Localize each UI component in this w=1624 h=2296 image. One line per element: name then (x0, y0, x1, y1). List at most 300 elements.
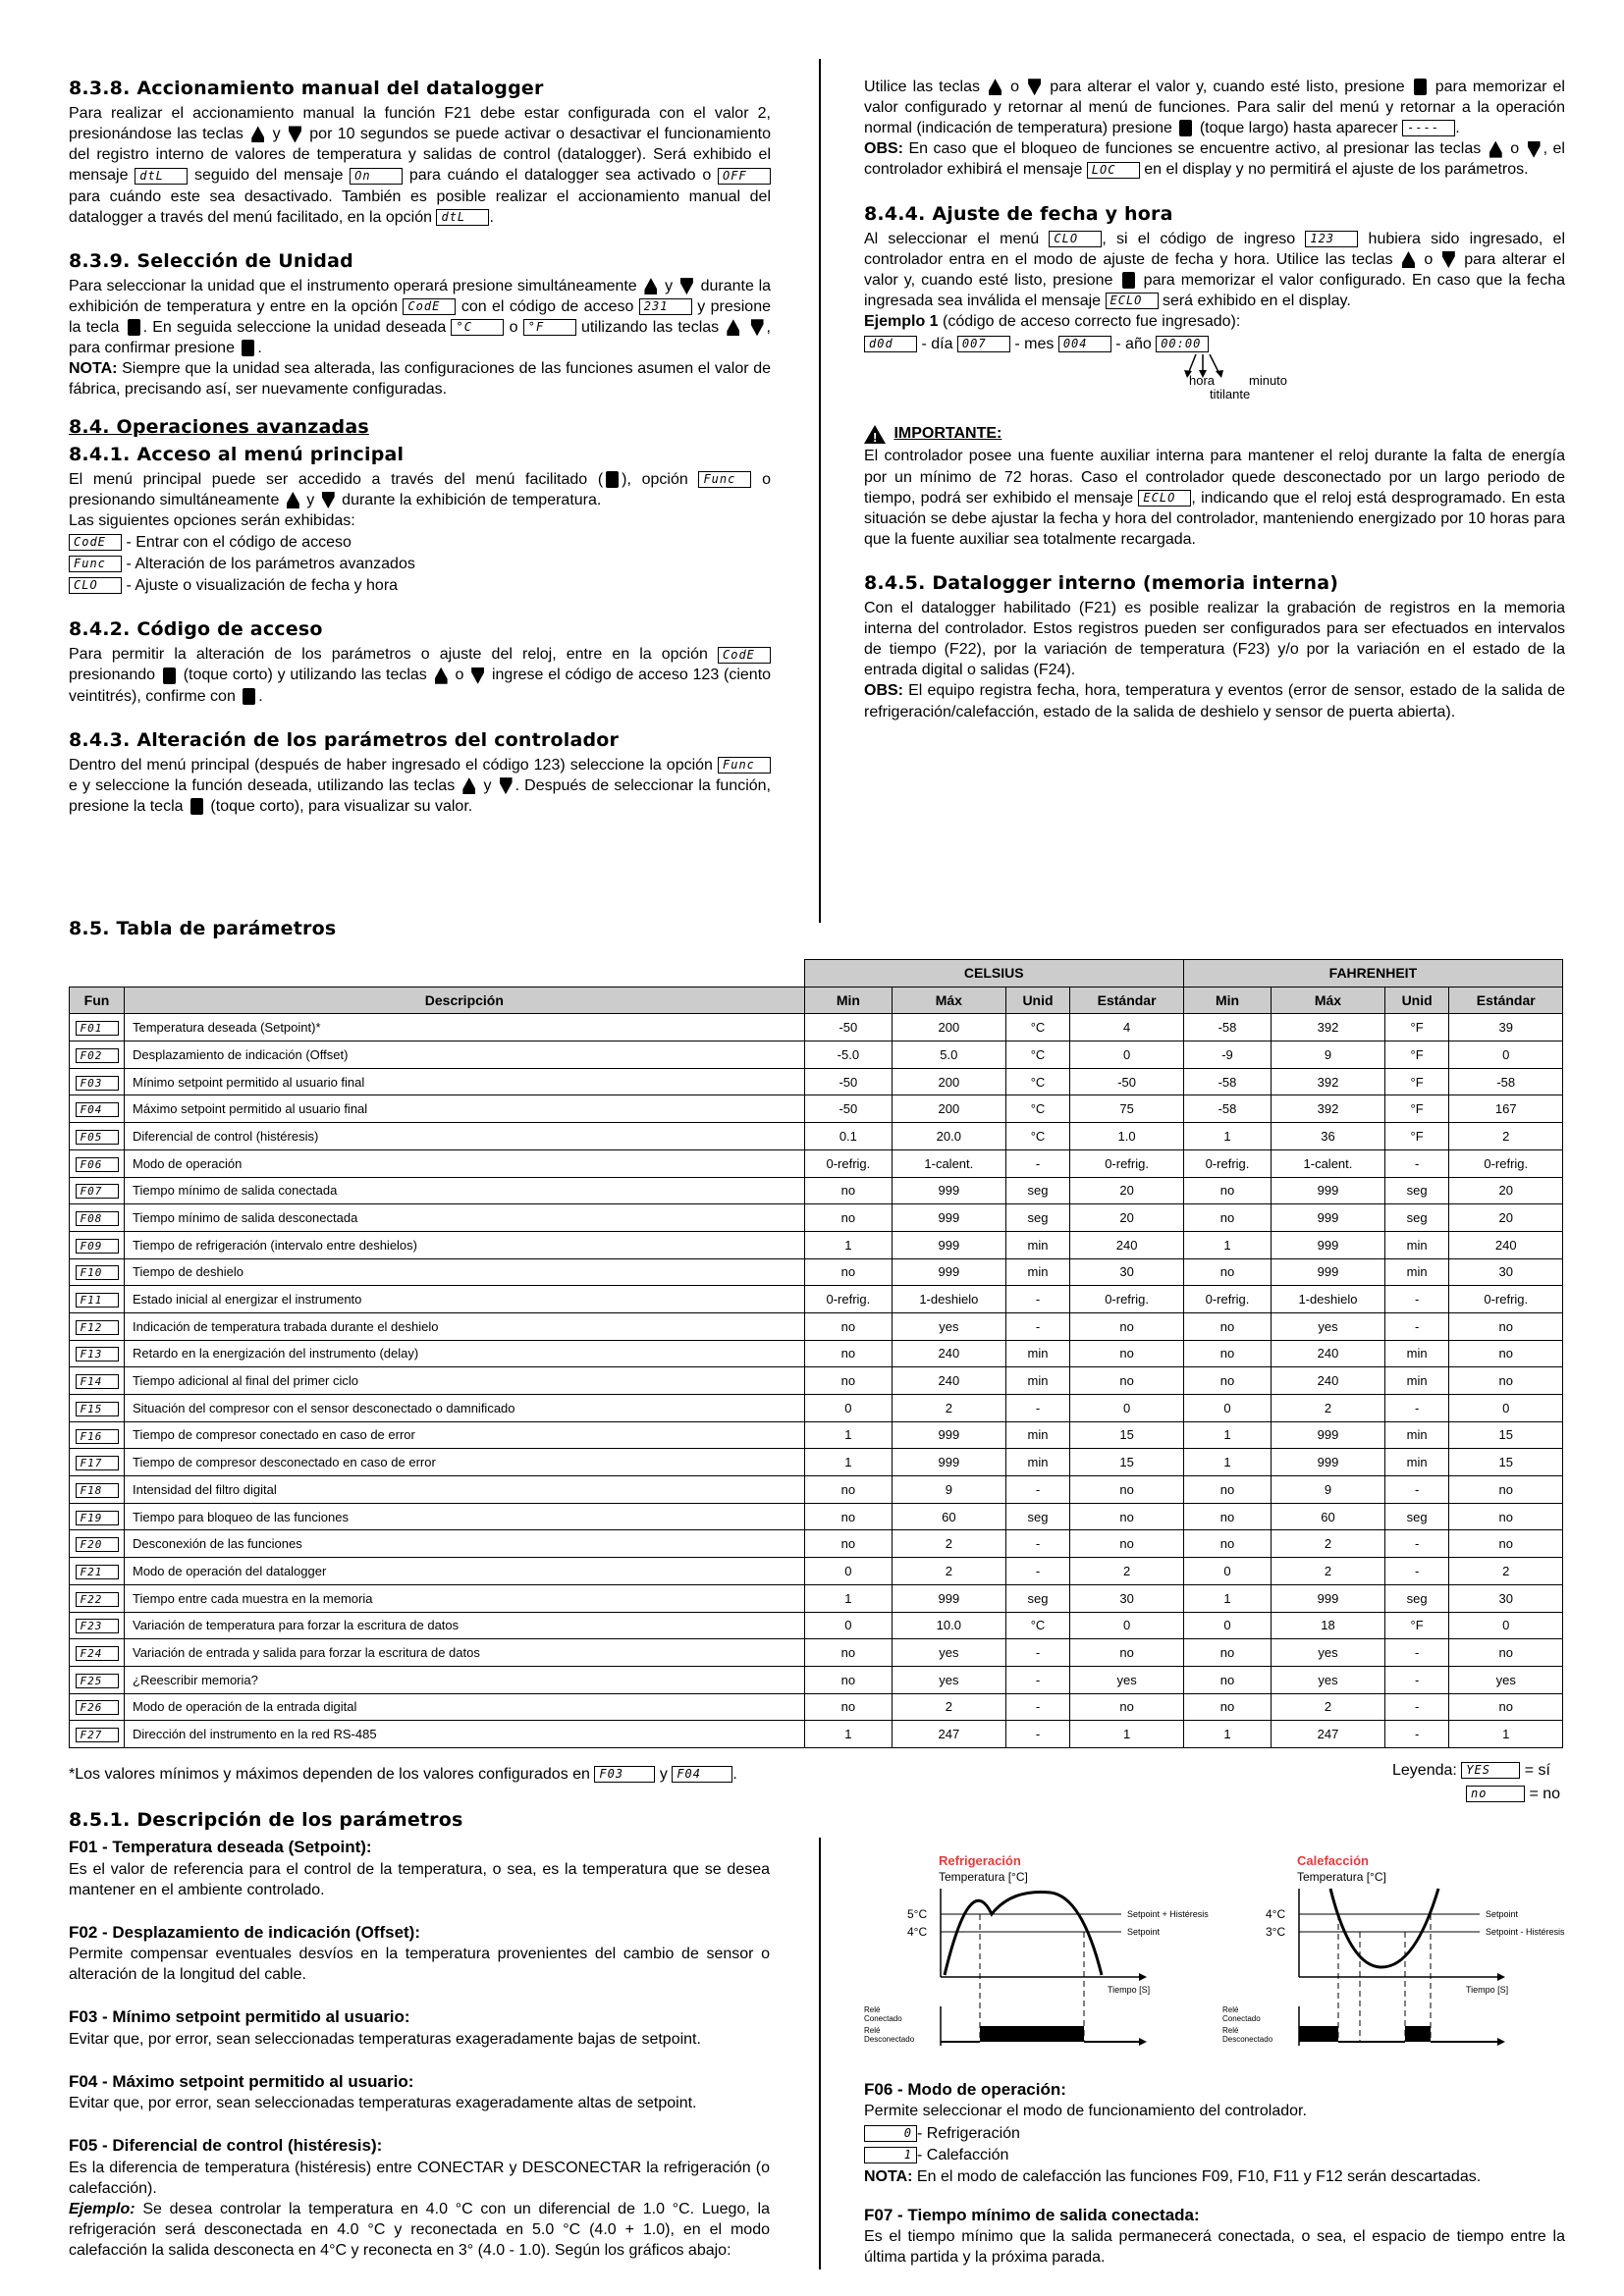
table-row (70, 1095, 1563, 1123)
table-cell: min (1005, 1231, 1070, 1258)
cell-fun (70, 1612, 125, 1639)
table-cell: yes (1070, 1666, 1183, 1693)
chart-title: Calefacción (1297, 1853, 1369, 1868)
y-tick-low: 4°C (907, 1925, 928, 1939)
table-cell: no (1183, 1530, 1271, 1558)
cell-fun (70, 1449, 125, 1476)
param-desc-text: Evitar que, por error, sean seleccionadas temperaturas exageradamente altas de setpoint. (69, 2095, 697, 2112)
lcd-fun-code: F25 (76, 1674, 119, 1688)
lcd-fun-code: F12 (76, 1320, 119, 1335)
lcd-month: 007 (957, 336, 1010, 352)
table-cell: min (1005, 1258, 1070, 1286)
table-cell: 0-refrig. (1183, 1149, 1271, 1177)
table-cell: 200 (893, 1068, 1006, 1095)
section-text: Para permitir la alteración de los parámetros o ajuste del reloj, entre en la opción CodE presionando (toque corto) y utilizando las teclas o ingrese el código de acceso 123 (ciento veintitrés), confirme con . (69, 646, 772, 705)
table-cell: no (804, 1530, 892, 1558)
down-key-icon (322, 492, 335, 508)
relay-on-label: Relé (864, 2005, 881, 2014)
table-cell: 0 (804, 1395, 892, 1422)
lcd-fun-code: F07 (76, 1184, 119, 1199)
table-cell: no (1070, 1530, 1183, 1558)
cell-descripcion: ¿Reescribir memoria? (125, 1666, 805, 1693)
table-cell: 2 (893, 1558, 1006, 1585)
table-cell: no (1449, 1503, 1563, 1530)
warning-icon: ! (864, 425, 886, 444)
down-key-icon (500, 777, 513, 794)
table-cell: - (1005, 1721, 1070, 1748)
table-cell: °C (1005, 1068, 1070, 1095)
left-column-top (69, 77, 771, 838)
lcd-fun-code: F23 (76, 1619, 119, 1633)
up-key-icon (287, 492, 299, 508)
table-cell: 392 (1272, 1014, 1385, 1041)
table-cell: 18 (1272, 1612, 1385, 1639)
table-cell: 392 (1272, 1068, 1385, 1095)
option-row: CodE - Entrar con el código de acceso (69, 532, 771, 553)
lcd-fun-code: F05 (76, 1130, 119, 1145)
table-cell: 392 (1272, 1095, 1385, 1123)
table-cell: no (804, 1666, 892, 1693)
table-cell: 0 (804, 1612, 892, 1639)
table-cell: no (1183, 1666, 1271, 1693)
section-title: 8.4.5. Datalogger interno (memoria interna) (864, 571, 1339, 594)
section-8-4-4 (864, 202, 1565, 402)
cell-descripcion: Variación de entrada y salida para forzar la escritura de datos (125, 1639, 805, 1667)
table-cell: °F (1384, 1068, 1449, 1095)
table-cell: 999 (893, 1584, 1006, 1612)
param-desc-heading: F04 - Máximo setpoint permitido al usuario: (69, 2071, 414, 2091)
lcd-fun-code: F04 (76, 1102, 119, 1117)
param-desc-heading: F01 - Temperatura deseada (Setpoint): (69, 1838, 372, 1857)
lcd-dash: ---- (1402, 120, 1455, 136)
table-cell: seg (1384, 1177, 1449, 1204)
cell-fun (70, 1014, 125, 1041)
col-unid-f: Unid (1384, 987, 1449, 1014)
table-cell: 999 (893, 1231, 1006, 1258)
cell-fun (70, 1312, 125, 1340)
table-cell: min (1384, 1258, 1449, 1286)
col-unid-c: Unid (1005, 987, 1070, 1014)
table-cell: 200 (893, 1095, 1006, 1123)
table-row (70, 1258, 1563, 1286)
table-cell: 1-calent. (1272, 1149, 1385, 1177)
table-cell: no (1183, 1693, 1271, 1721)
section-text: Utilice las teclas o para alterar el valor y, cuando esté listo, presione para memorizar el valor configurado y retornar al menú de funciones. Para salir del menú y retornar a la operación normal (indicación de temperatura) presione (toque largo) hasta aparecer ---- . (864, 79, 1565, 137)
table-cell: 0 (1183, 1612, 1271, 1639)
table-cell: - (1384, 1666, 1449, 1693)
table-cell: 2 (1272, 1693, 1385, 1721)
cell-fun (70, 1421, 125, 1449)
table-cell: 2 (1272, 1558, 1385, 1585)
table-cell: 20.0 (893, 1123, 1006, 1150)
table-cell: 60 (893, 1503, 1006, 1530)
table-cell: 1 (1070, 1721, 1183, 1748)
lcd-yes: YES (1461, 1762, 1520, 1779)
section-title-8-4: 8.4. Operaciones avanzadas (69, 416, 369, 439)
section-8-4-2 (69, 617, 771, 706)
table-title: 8.5. Tabla de parámetros (69, 918, 337, 939)
important-box (864, 423, 1565, 550)
table-row (70, 1449, 1563, 1476)
line-label-high: Setpoint + Histéresis (1127, 1909, 1209, 1919)
table-cell: no (1449, 1693, 1563, 1721)
param-desc-item (69, 1922, 770, 1986)
table-cell: - (1005, 1558, 1070, 1585)
col-max-f: Máx (1272, 987, 1385, 1014)
table-cell: min (1384, 1231, 1449, 1258)
table-cell: 240 (893, 1340, 1006, 1367)
table-cell: no (804, 1258, 892, 1286)
cell-descripcion: Tiempo entre cada muestra en la memoria (125, 1584, 805, 1612)
cell-fun (70, 1721, 125, 1748)
cell-descripcion: Modo de operación (125, 1149, 805, 1177)
table-cell: 4 (1070, 1014, 1183, 1041)
set-key-icon (163, 667, 176, 684)
table-cell: 36 (1272, 1123, 1385, 1150)
table-footnote: *Los valores mínimos y máximos dependen de los valores configurados en F03 y F04 . (69, 1766, 737, 1783)
section-title: 8.3.9. Selección de Unidad (69, 249, 353, 272)
table-cell: 30 (1070, 1584, 1183, 1612)
table-row (70, 1340, 1563, 1367)
cell-fun (70, 1693, 125, 1721)
cell-fun (70, 1068, 125, 1095)
table-cell: -50 (1070, 1068, 1183, 1095)
heating-chart (1222, 1849, 1576, 2065)
lcd-time: 00:00 (1156, 336, 1209, 352)
table-cell: 0.1 (804, 1123, 892, 1150)
table-cell: 0 (1183, 1395, 1271, 1422)
set-key-icon (242, 340, 254, 356)
set-key-icon (190, 798, 203, 815)
cell-descripcion: Tiempo de deshielo (125, 1258, 805, 1286)
x-axis-label: Tiempo [S] (1466, 1985, 1509, 1995)
table-row (70, 1530, 1563, 1558)
table-row (70, 1558, 1563, 1585)
table-cell: -58 (1183, 1095, 1271, 1123)
lcd-fun-code: F27 (76, 1728, 119, 1742)
table-row (70, 1584, 1563, 1612)
table-cell: 20 (1070, 1204, 1183, 1232)
table-cell: min (1005, 1421, 1070, 1449)
table-cell: -5.0 (804, 1041, 892, 1069)
cell-descripcion: Variación de temperatura para forzar la escritura de datos (125, 1612, 805, 1639)
table-cell: no (1449, 1639, 1563, 1667)
table-cell: no (1070, 1693, 1183, 1721)
table-cell: 1 (804, 1449, 892, 1476)
table-cell: 1.0 (1070, 1123, 1183, 1150)
table-cell: 60 (1272, 1503, 1385, 1530)
table-cell: no (1070, 1312, 1183, 1340)
table-cell: 0 (1449, 1041, 1563, 1069)
table-row (70, 1312, 1563, 1340)
table-cell: - (1384, 1530, 1449, 1558)
table-cell: °F (1384, 1014, 1449, 1041)
table-cell: seg (1384, 1503, 1449, 1530)
table-row (70, 1666, 1563, 1693)
table-row (70, 1204, 1563, 1232)
table-cell: °C (1005, 1612, 1070, 1639)
table-cell: - (1384, 1558, 1449, 1585)
table-cell: 240 (893, 1367, 1006, 1395)
param-desc-heading: F06 - Modo de operación: (864, 2080, 1066, 2099)
table-cell: no (1070, 1340, 1183, 1367)
cell-fun (70, 1123, 125, 1150)
table-cell: no (1183, 1476, 1271, 1504)
cell-descripcion: Máximo setpoint permitido al usuario final (125, 1095, 805, 1123)
cell-fun (70, 1041, 125, 1069)
param-desc-heading: F02 - Desplazamiento de indicación (Offset): (69, 1922, 421, 1942)
table-row (70, 1123, 1563, 1150)
cell-descripcion: Estado inicial al energizar el instrumento (125, 1286, 805, 1313)
table-cell: no (1449, 1340, 1563, 1367)
table-cell: yes (1272, 1666, 1385, 1693)
table-cell: 999 (893, 1204, 1006, 1232)
table-cell: -50 (804, 1014, 892, 1041)
cell-fun (70, 1395, 125, 1422)
table-cell: no (1183, 1367, 1271, 1395)
table-cell: -58 (1183, 1014, 1271, 1041)
cell-descripcion: Tiempo de compresor desconectado en caso de error (125, 1449, 805, 1476)
table-cell: no (804, 1367, 892, 1395)
time-annotation (864, 356, 1565, 401)
col-fun: Fun (70, 987, 125, 1014)
up-key-icon (644, 278, 657, 294)
table-cell: 1-deshielo (1272, 1286, 1385, 1313)
table-cell: - (1005, 1476, 1070, 1504)
table-cell: seg (1005, 1584, 1070, 1612)
table-row (70, 1639, 1563, 1667)
down-key-icon (289, 126, 301, 142)
table-cell: yes (893, 1312, 1006, 1340)
lcd-fun-code: F08 (76, 1211, 119, 1226)
table-cell: no (804, 1312, 892, 1340)
right-column-top (864, 77, 1565, 744)
table-cell: no (1183, 1204, 1271, 1232)
table-cell: 2 (893, 1395, 1006, 1422)
down-key-icon (1028, 79, 1041, 95)
table-row (70, 1068, 1563, 1095)
line-label-low: Setpoint (1127, 1927, 1161, 1937)
table-cell: no (804, 1204, 892, 1232)
lcd-123: 123 (1305, 231, 1358, 247)
legend: Leyenda: YES = sí no = no (1392, 1762, 1561, 1802)
lcd-231: 231 (639, 298, 692, 315)
table-cell: - (1384, 1721, 1449, 1748)
table-cell: 1 (1183, 1721, 1271, 1748)
cell-descripcion: Tiempo para bloqueo de las funciones (125, 1503, 805, 1530)
hour-label: hora (1189, 373, 1216, 389)
table-cell: °C (1005, 1123, 1070, 1150)
line-label-low: Setpoint - Histéresis (1486, 1927, 1565, 1937)
up-key-icon (727, 319, 739, 336)
lcd-f04: F04 (672, 1766, 732, 1783)
lcd-fun-code: F15 (76, 1402, 119, 1416)
up-key-icon (251, 126, 264, 142)
table-cell: 1 (804, 1421, 892, 1449)
table-cell: 1-deshielo (893, 1286, 1006, 1313)
lcd-dtl: dtL (135, 168, 188, 185)
table-cell: - (1005, 1312, 1070, 1340)
relay-off-label: Desconectado (864, 2035, 915, 2044)
table-cell: no (1183, 1312, 1271, 1340)
cell-descripcion: Desconexión de las funciones (125, 1530, 805, 1558)
table-cell: - (1384, 1693, 1449, 1721)
set-key-icon (1122, 272, 1135, 289)
cell-fun (70, 1149, 125, 1177)
section-text: Dentro del menú principal (después de haber ingresado el código 123) seleccione la opción Func e y seleccione la función deseada, utilizando las teclas y . Después de seleccionar la función, presione la tecla (toque corto), para visualizar su valor. (69, 756, 771, 815)
table-cell: 15 (1070, 1449, 1183, 1476)
table-cell: 20 (1070, 1177, 1183, 1204)
parameters-table (69, 959, 1563, 1748)
cell-fun (70, 1639, 125, 1667)
table-cell: no (1070, 1503, 1183, 1530)
option-row: Func - Alteración de los parámetros avanzados (69, 554, 771, 574)
table-cell: °C (1005, 1041, 1070, 1069)
table-cell: - (1005, 1693, 1070, 1721)
table-row (70, 1693, 1563, 1721)
section-8-4-3 (69, 728, 771, 817)
table-cell: - (1005, 1149, 1070, 1177)
lcd-fun-code: F18 (76, 1483, 119, 1498)
lcd-day: d0d (864, 336, 917, 352)
table-cell: no (1183, 1177, 1271, 1204)
chart-title: Refrigeración (939, 1853, 1021, 1868)
table-cell: no (1449, 1476, 1563, 1504)
param-desc-text: Es el valor de referencia para el control de la temperatura, o sea, es la temperatura que se desea mantener en el ambiente controlado. (69, 1860, 770, 1898)
lcd-no: no (1466, 1786, 1525, 1802)
table-cell: 0-refrig. (1449, 1286, 1563, 1313)
table-cell: 999 (1272, 1177, 1385, 1204)
param-desc-text: Permite compensar eventuales desvíos en la temperatura provenientes del cambio de sensor o alteración de la longitud del cable. (69, 1946, 770, 1984)
cell-descripcion: Diferencial de control (histéresis) (125, 1123, 805, 1150)
param-desc-text: Evitar que, por error, sean seleccionadas temperaturas exageradamente bajas de setpoint. (69, 2030, 701, 2048)
lcd-fun-code: F03 (76, 1076, 119, 1091)
table-row (70, 1612, 1563, 1639)
table-cell: 0-refrig. (804, 1286, 892, 1313)
table-cell: 0 (1070, 1612, 1183, 1639)
table-cell: °F (1384, 1612, 1449, 1639)
table-cell: 167 (1449, 1095, 1563, 1123)
table-cell: °C (1005, 1095, 1070, 1123)
section-8-4-3-cont (864, 77, 1565, 181)
cell-fun (70, 1503, 125, 1530)
lcd-fun-code: F14 (76, 1374, 119, 1389)
table-cell: yes (1272, 1639, 1385, 1667)
table-row (70, 1149, 1563, 1177)
column-divider-top (819, 59, 821, 923)
table-cell: 0 (1449, 1395, 1563, 1422)
table-cell: yes (1449, 1666, 1563, 1693)
table-body (70, 1014, 1563, 1748)
table-cell: no (1183, 1639, 1271, 1667)
table-cell: 39 (1449, 1014, 1563, 1041)
table-cell: 999 (1272, 1584, 1385, 1612)
table-cell: 2 (1272, 1395, 1385, 1422)
table-cell: 2 (1449, 1123, 1563, 1150)
table-cell: no (1183, 1340, 1271, 1367)
relay-on-bar (1405, 2026, 1431, 2042)
table-cell: -58 (1449, 1068, 1563, 1095)
section-text: Con el datalogger habilitado (F21) es posible realizar la grabación de registros en la memoria interna del controlador. Estos registros pueden ser configurados para ser efectuados en intervalos de tiempo (F22), por la variación de temperatura (F23) y/o por la variación en el estado de la entrada digital o salidas (F24). (864, 600, 1565, 679)
table-cell: 200 (893, 1014, 1006, 1041)
table-cell: 999 (1272, 1258, 1385, 1286)
col-estandar-f: Estándar (1449, 987, 1563, 1014)
table-cell: 0-refrig. (1183, 1286, 1271, 1313)
x-axis-arrow (1497, 1973, 1505, 1981)
table-row (70, 1476, 1563, 1504)
table-cell: 15 (1449, 1421, 1563, 1449)
relay-axis-arrow (1497, 2038, 1505, 2046)
table-cell: 999 (893, 1421, 1006, 1449)
table-cell: 0 (1449, 1612, 1563, 1639)
lcd-fun-code: F21 (76, 1565, 119, 1579)
table-cell: 30 (1449, 1584, 1563, 1612)
section-title: 8.3.8. Accionamiento manual del datalogger (69, 78, 544, 99)
table-row (70, 1421, 1563, 1449)
set-key-icon (1179, 120, 1192, 136)
relay-on-label: Relé (1222, 2005, 1239, 2014)
obs-text: OBS: El equipo registra fecha, hora, temperatura y eventos (error de sensor, estado de la salida de refrigeración/calefacción, estado de la salida de deshielo y sensor de puerta abierta). (864, 682, 1565, 721)
lcd-loc: LOC (1087, 162, 1140, 179)
lcd-fun-code: F24 (76, 1646, 119, 1661)
table-cell: 0 (804, 1558, 892, 1585)
cell-descripcion: Mínimo setpoint permitido al usuario final (125, 1068, 805, 1095)
table-cell: 20 (1449, 1204, 1563, 1232)
option-row: 1 - Calefacción (864, 2145, 1565, 2165)
heating-chart-svg (1222, 1849, 1576, 2065)
table-cell: -58 (1183, 1068, 1271, 1095)
relay-on-bar (1299, 2026, 1338, 2042)
table-cell: 15 (1070, 1421, 1183, 1449)
table-cell: no (1449, 1530, 1563, 1558)
table-cell: °C (1005, 1014, 1070, 1041)
table-row (70, 1041, 1563, 1069)
table-cell: 999 (1272, 1231, 1385, 1258)
nota-text: NOTA: En el modo de calefacción las funciones F09, F10, F11 y F12 serán descartadas. (864, 2167, 1482, 2185)
relay-off-label: Relé (1222, 2026, 1239, 2035)
lcd-dtl: dtL (436, 209, 489, 226)
table-cell: - (1384, 1312, 1449, 1340)
up-key-icon (1489, 141, 1502, 158)
param-desc-heading: F07 - Tiempo mínimo de salida conectada: (864, 2205, 1200, 2224)
lcd-fun-code: F10 (76, 1265, 119, 1280)
table-cell: seg (1005, 1204, 1070, 1232)
table-cell: - (1005, 1286, 1070, 1313)
lcd-func: Func (718, 757, 771, 774)
table-header-row (70, 987, 1563, 1014)
relay-on-label: Conectado (864, 2014, 902, 2023)
cell-descripcion: Tiempo de refrigeración (intervalo entre deshielos) (125, 1231, 805, 1258)
param-desc-item (69, 2071, 770, 2114)
chart-ylabel: Temperatura [°C] (939, 1870, 1028, 1884)
table-cell: min (1005, 1449, 1070, 1476)
table-cell: 1 (1183, 1584, 1271, 1612)
param-desc-f05: F05 - Diferencial de control (histéresis): Es la diferencia de temperatura (histéresis) entre CONECTAR y DESCONECTAR la refrigeración (o calefacción). Ejemplo: Se desea controlar la temperatura en 4.0 °C con un diferencial de 1.0 °C. Luego, la refrigeración será desconectada en 4.0 °C y reconectada en 5.0 °C (4.0 + 1.0), en el modo calefacción la salida desconecta en 4°C y reconecta en 3° (4.0 - 1.0). Según los gráficos abajo: (69, 2136, 770, 2260)
table-cell: 2 (893, 1530, 1006, 1558)
nota-text: NOTA: Siempre que la unidad sea alterada, las configuraciones de las funciones asumen el valor de fábrica, precisando así, ser nuevamente configuradas. (69, 360, 771, 399)
table-cell: seg (1384, 1584, 1449, 1612)
relay-on-label: Conectado (1222, 2014, 1261, 2023)
table-cell: 0 (1183, 1558, 1271, 1585)
table-cell: 0 (1070, 1041, 1183, 1069)
cell-fun (70, 1204, 125, 1232)
table-row (70, 1014, 1563, 1041)
cell-fun (70, 1530, 125, 1558)
cell-fun (70, 1340, 125, 1367)
table-cell: 247 (1272, 1721, 1385, 1748)
table-cell: 1 (1449, 1721, 1563, 1748)
cell-descripcion: Modo de operación del datalogger (125, 1558, 805, 1585)
